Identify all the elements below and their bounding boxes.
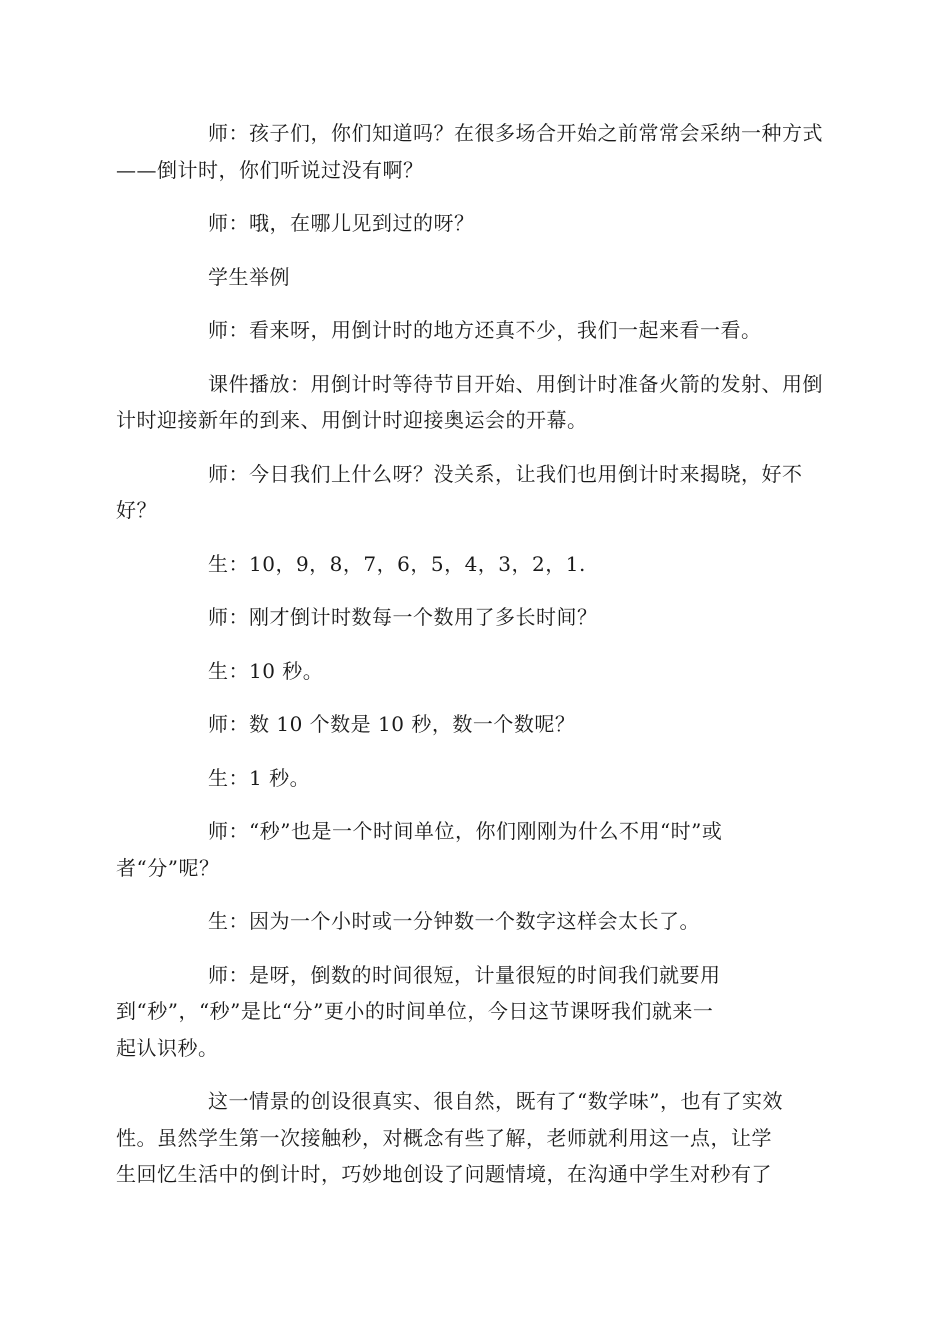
paragraph [116,599,832,636]
paragraph [116,1083,832,1193]
paragraph-line: ——倒计时，你们听说过没有啊？ [116,157,424,182]
paragraph-line: 到“秒”，“秒”是比“分”更小的时间单位，今日这节课呀我们就来一 [116,999,714,1023]
paragraph [116,312,832,349]
paragraph-line: 起认识秒。 [116,1035,219,1060]
paragraph [116,813,832,886]
paragraph-line: 生：10，9，8，7，6，5，4，3，2，1. [208,551,586,576]
paragraph [116,456,832,529]
paragraph-line: 好？ [116,498,157,522]
paragraph-line: 性。虽然学生第一次接触秒，对概念有些了解，老师就利用这一点，让学 [116,1125,772,1150]
paragraph-line: 课件播放：用倒计时等待节目开始、用倒计时准备火箭的发射、用倒 [208,371,823,396]
paragraph-line: 师：数 10 个数是 10 秒，数一个数呢？ [208,712,576,736]
paragraph-line: 师：今日我们上什么呀？没关系，让我们也用倒计时来揭晓，好不 [208,461,803,486]
paragraph-line: 师：看来呀，用倒计时的地方还真不少，我们一起来看一看。 [208,318,762,342]
paragraph [116,706,832,743]
paragraph [116,205,832,242]
paragraph [116,546,832,583]
paragraph-line: 师：刚才倒计时数每一个数用了多长时间？ [208,605,598,629]
paragraph-line: 这一情景的创设很真实、很自然，既有了“数学味”，也有了实效 [208,1089,783,1113]
paragraph-line: 师：“秒”也是一个时间单位，你们刚刚为什么不用“时”或 [208,819,723,843]
paragraph-line: 生：1 秒。 [208,765,311,790]
paragraph-line: 学生举例 [208,264,290,289]
paragraph [116,653,832,690]
paragraph-line: 师：哦，在哪儿见到过的呀？ [208,211,475,235]
paragraph-line: 生回忆生活中的倒计时，巧妙地创设了问题情境，在沟通中学生对秒有了 [116,1162,772,1186]
paragraph [116,957,832,1067]
paragraph-line: 师：孩子们，你们知道吗？在很多场合开始之前常常会采纳一种方式 [208,121,823,145]
paragraph-line: 生：10 秒。 [208,658,324,683]
paragraph-line: 师：是呀，倒数的时间很短，计量很短的时间我们就要用 [208,962,721,987]
paragraph-line: 计时迎接新年的到来、用倒计时迎接奥运会的开幕。 [116,408,588,432]
paragraph [116,259,832,296]
document-body [116,115,832,1193]
paragraph [116,366,832,439]
paragraph [116,903,832,940]
paragraph-line: 者“分”呢？ [116,855,220,880]
paragraph-line: 生：因为一个小时或一分钟数一个数字这样会太长了。 [208,909,700,933]
paragraph [116,115,832,188]
paragraph [116,760,832,797]
